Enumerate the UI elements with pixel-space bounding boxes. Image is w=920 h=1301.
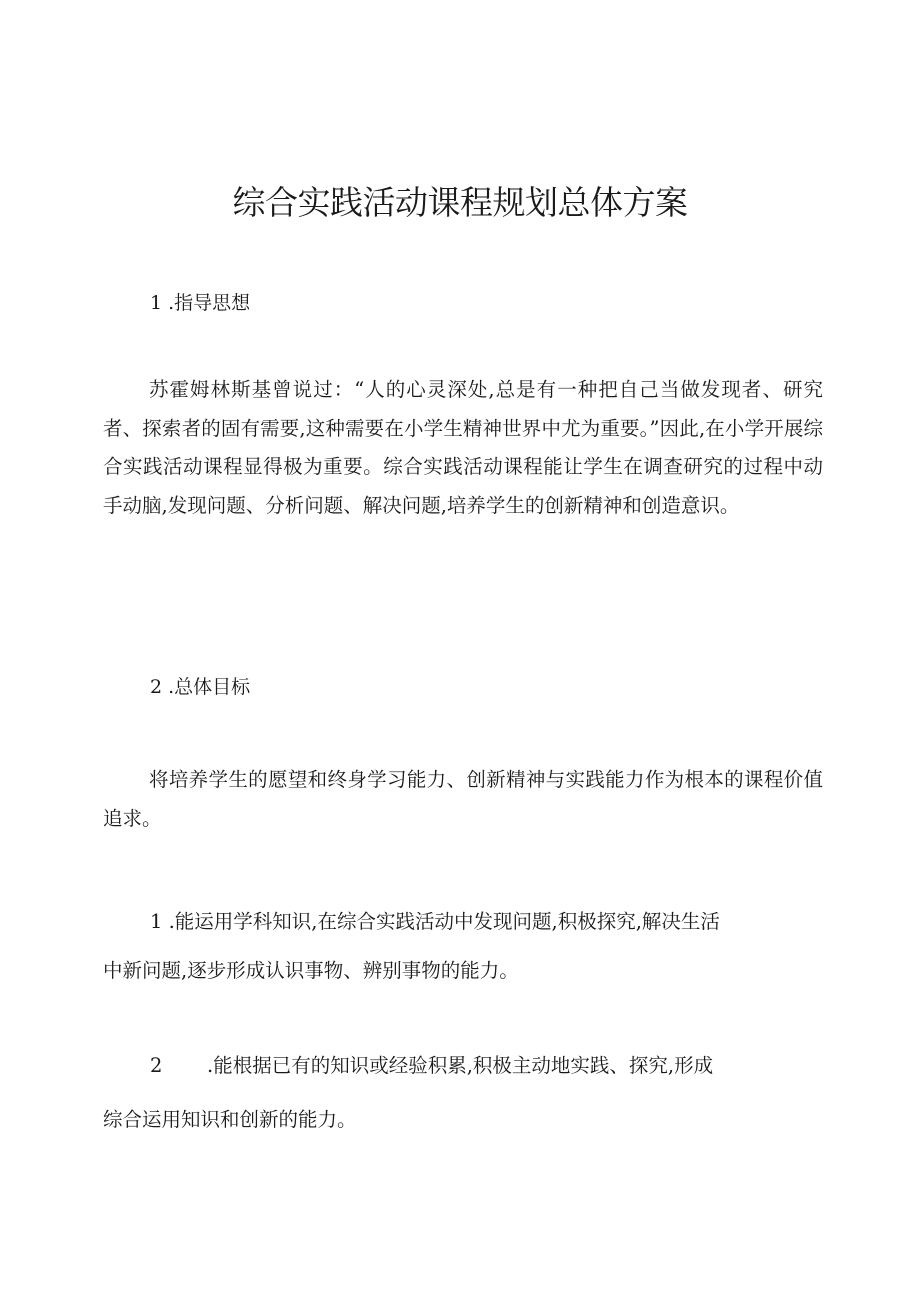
goal-item-1-line-1: 1 .能运用学科知识,在综合实践活动中发现问题,积极探究,解决生活 <box>150 910 720 933</box>
goal-item-2-line-2: 综合运用知识和创新的能力。 <box>103 1108 357 1131</box>
section-heading-overall-goal: 2 .总体目标 <box>150 676 251 698</box>
section-paragraph-overall-goal: 将培养学生的愿望和终身学习能力、创新精神与实践能力作为根本的课程价值追求。 <box>103 768 823 830</box>
goal-item-2-line-1 <box>150 1052 713 1080</box>
goal-item-2-text: .能根据已有的知识或经验积累,积极主动地实践、探究,形成 <box>207 1054 714 1077</box>
document-title: 综合实践活动课程规划总体方案 <box>232 183 688 222</box>
section-paragraph-guiding-ideology: 苏霍姆林斯基曾说过：“人的心灵深处,总是有一种把自己当做发现者、研究者、探索者的固有需要,这种需要在小学生精神世界中尤为重要。”因此,在小学开展综合实践活动课程显得极为重要。综合实践活动课程能让学生在调查研究的过程中动手动脑,发现问题、分析问题、解决问题,培养学生的创新精神和创造意识。 <box>103 378 823 517</box>
goal-item-2-number: 2 <box>150 1054 163 1077</box>
goal-item-1-line-2: 中新问题,逐步形成认识事物、辨别事物的能力。 <box>103 959 519 982</box>
section-heading-guiding-ideology: 1 .指导思想 <box>150 292 251 314</box>
